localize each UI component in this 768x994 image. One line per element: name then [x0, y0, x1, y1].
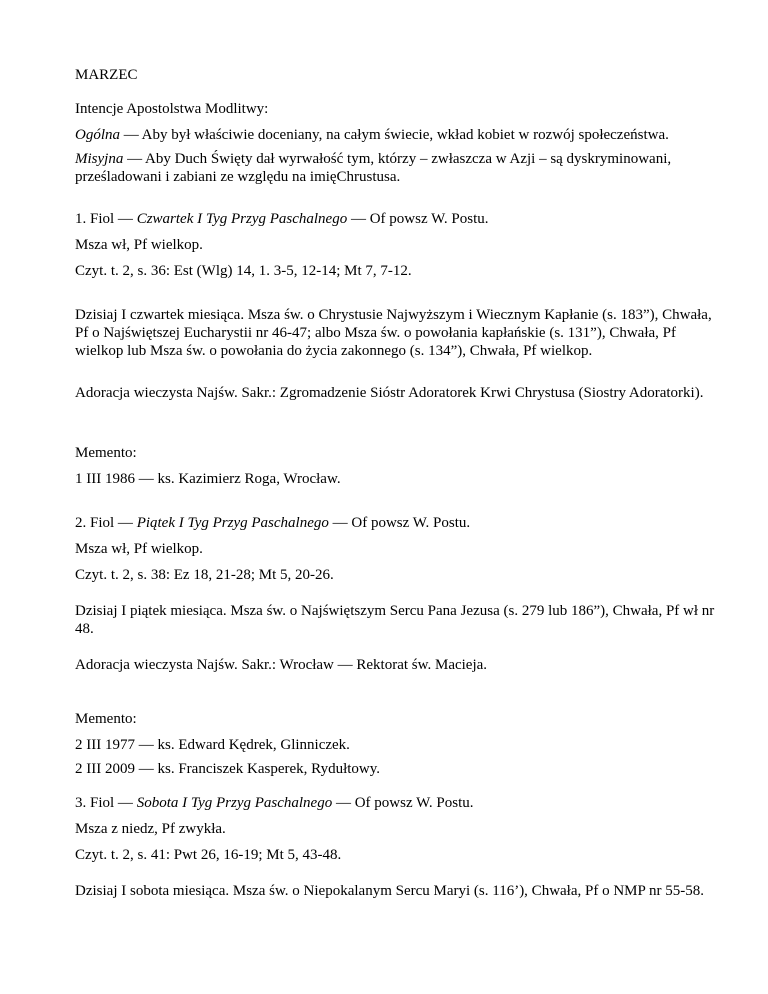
mission-intention-label: Misyjna — [75, 151, 124, 167]
day2-readings: Czyt. t. 2, s. 38: Ez 18, 21-28; Mt 5, 20-26. — [75, 567, 334, 583]
mission-intention — [75, 150, 715, 186]
general-intention-text: — Aby był właściwie doceniany, na całym świecie, wkład kobiet w rozwój społeczeństwa. — [120, 127, 669, 143]
day1-readings: Czyt. t. 2, s. 36: Est (Wlg) 14, 1. 3-5, 12-14; Mt 7, 7-12. — [75, 263, 412, 279]
day3-readings: Czyt. t. 2, s. 41: Pwt 26, 16-19; Mt 5, 43-48. — [75, 847, 342, 863]
day2-memento-entry: 2 III 1977 — ks. Edward Kędrek, Glinniczek. — [75, 737, 350, 753]
day3-title: Sobota I Tyg Przyg Paschalnego — [136, 795, 333, 811]
day2-mass: Msza wł, Pf wielkop. — [75, 541, 203, 557]
day3-number: 3. Fiol — — [75, 795, 137, 811]
day1-heading — [75, 210, 488, 228]
day3-mass: Msza z niedz, Pf zwykła. — [75, 821, 226, 837]
day1-today: Dzisiaj I czwartek miesiąca. Msza św. o Chrystusie Najwyższym i Wiecznym Kapłanie (s. 183”), Chwała, Pf o Najświętszej Eucharystii nr 46-47; albo Msza św. o powołania kapłańskie (s. 131”), Chwała, Pf wielkop lub Msza św. o powołania do życia zakonnego (s. 134”), Chwała, Pf wielkop. — [75, 307, 712, 359]
day1-office: — Of powsz W. Postu. — [347, 211, 489, 227]
general-intention-label: Ogólna — [75, 127, 120, 143]
day2-title: Piątek I Tyg Przyg Paschalnego — [136, 515, 329, 531]
day2-heading — [75, 514, 470, 532]
day1-memento-label: Memento: — [75, 445, 137, 461]
mission-intention-text: — Aby Duch Święty dał wyrwałość tym, którzy – zwłaszcza w Azji – są dyskryminowani, prześladowani i zabiani ze względu na imięChrustusa. — [75, 151, 672, 185]
day1-number: 1. Fiol — — [75, 211, 137, 227]
day2-today: Dzisiaj I piątek miesiąca. Msza św. o Najświętszym Sercu Pana Jezusa (s. 279 lub 186”), Chwała, Pf wł nr 48. — [75, 603, 715, 637]
day1-memento-entry: 1 III 1986 — ks. Kazimierz Roga, Wrocław. — [75, 471, 341, 487]
month-heading: MARZEC — [75, 67, 138, 83]
day1-adoration: Adoracja wieczysta Najśw. Sakr.: Zgromadzenie Sióstr Adoratorek Krwi Chrystusa (Siostry Adoratorki). — [75, 385, 704, 401]
day2-number: 2. Fiol — — [75, 515, 137, 531]
day2-memento-label: Memento: — [75, 711, 137, 727]
intentions-heading: Intencje Apostolstwa Modlitwy: — [75, 101, 269, 117]
day2-memento-entry: 2 III 2009 — ks. Franciszek Kasperek, Rydułtowy. — [75, 761, 381, 777]
day1-title: Czwartek I Tyg Przyg Paschalnego — [136, 211, 348, 227]
day3-today: Dzisiaj I sobota miesiąca. Msza św. o Niepokalanym Sercu Maryi (s. 116’), Chwała, Pf o NMP nr 55-58. — [75, 883, 705, 899]
day2-office: — Of powsz W. Postu. — [328, 515, 471, 531]
day3-office: — Of powsz W. Postu. — [332, 795, 474, 811]
day1-mass: Msza wł, Pf wielkop. — [75, 237, 203, 253]
day3-heading — [75, 794, 473, 812]
general-intention — [75, 126, 669, 144]
day2-adoration: Adoracja wieczysta Najśw. Sakr.: Wrocław — Rektorat św. Macieja. — [75, 657, 488, 673]
